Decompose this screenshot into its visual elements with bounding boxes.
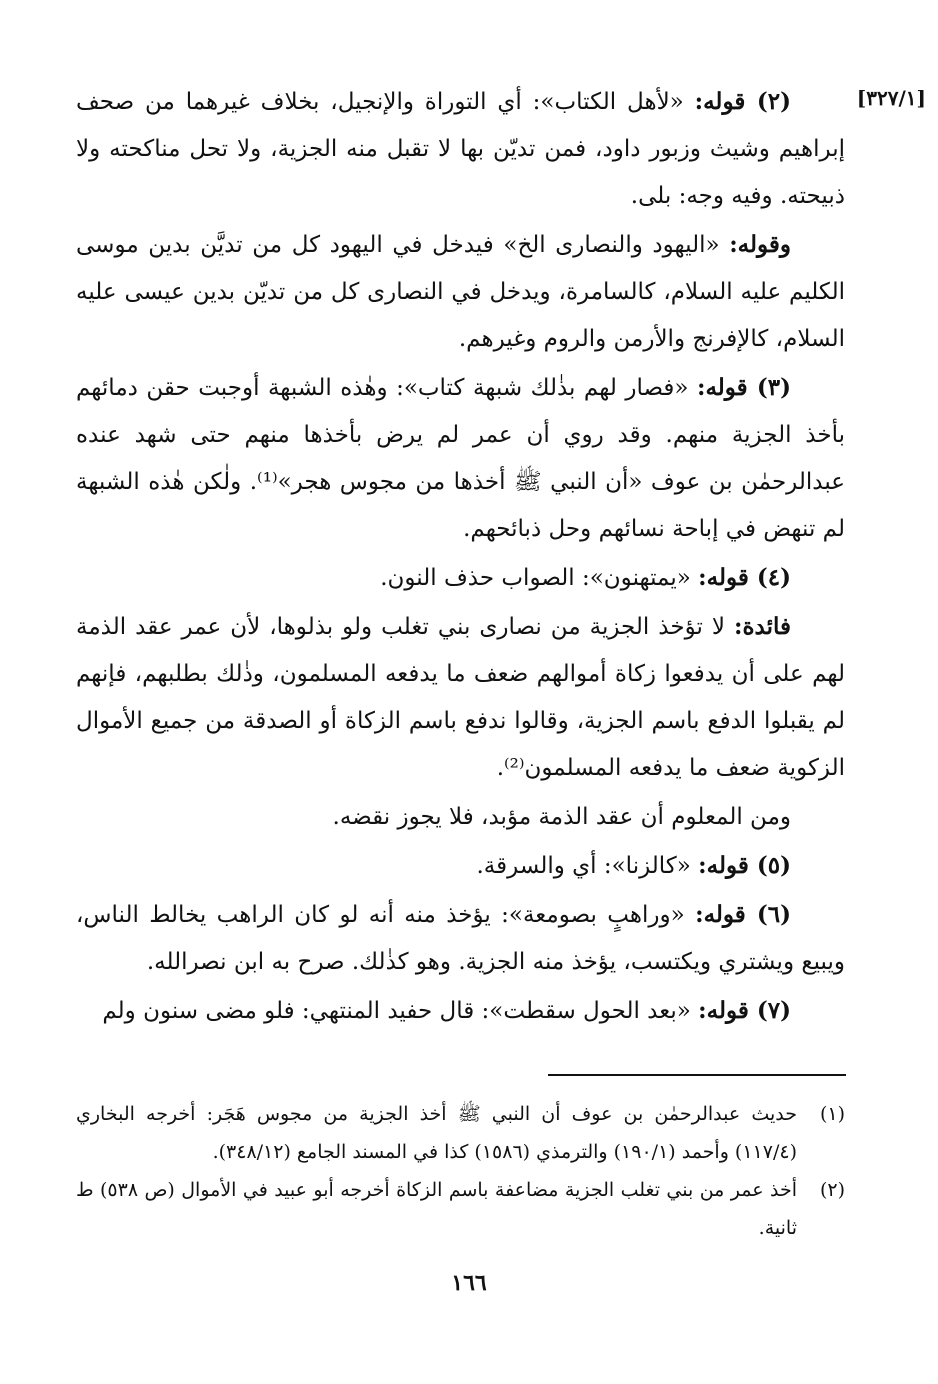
paragraph-text: «يمتهنون»: الصواب حذف النون. bbox=[380, 565, 699, 591]
footnote-text: حديث عبدالرحمٰن بن عوف أن النبي ﷺ أخذ الجزية من مجوس هَجَر: أخرجه البخاري (١١٧/٤) وأحمد (١٩٠/١) والترمذي (١٥٨٦) كذا في المسند الجامع (٣٤٨/١٢). bbox=[76, 1103, 797, 1163]
paragraph-lead: (٦) قوله: bbox=[695, 901, 791, 928]
paragraph-lead: (٢) قوله: bbox=[694, 88, 791, 115]
paragraph-text: لا تؤخذ الجزية من نصارى بني تغلب ولو بذلوها، لأن عمر عقد الذمة لهم على أن يدفعوا زكاة أموالهم ضعف ما يدفعه المسلمون، وذٰلك بطلبهم، فإنهم لم يقبلوا الدفع باسم الجزية، وقالوا ندفع باسم الزكاة أو الصدقة من جميع الأموال الزكوية ضعف ما يدفعه المسلمون⁽²⁾. bbox=[76, 614, 845, 781]
footnote-number: (١) bbox=[819, 1103, 845, 1125]
paragraph-text: ومن المعلوم أن عقد الذمة مؤبد، فلا يجوز نقضه. bbox=[332, 804, 791, 830]
paragraph-note-6 bbox=[76, 891, 845, 986]
paragraph-text: «لأهل الكتاب»: أي التوراة والإنجيل، بخلاف غيرهما من صحف إبراهيم وشيث وزبور داود، فمن تديّن بها لا تقبل منه الجزية، ولا تحل مناكحته ولا ذبيحته. وفيه وجه: بلى. bbox=[76, 89, 845, 209]
paragraph-lead: (٤) قوله: bbox=[698, 564, 791, 591]
paragraph-lead: (٥) قوله: bbox=[698, 852, 791, 879]
footnotes bbox=[76, 1095, 845, 1247]
paragraph-jews-christians bbox=[76, 221, 845, 363]
paragraph-lead: فائدة: bbox=[733, 613, 791, 640]
paragraph-text: «فصار لهم بذٰلك شبهة كتاب»: وهٰذه الشبهة أوجبت حقن دمائهم بأخذ الجزية منهم. وقد روي أن عمر لم يرض بأخذها منهم حتى شهد عنده عبدالرحمٰن بن عوف «أن النبي ﷺ أخذها من مجوس هجر»⁽¹⁾. ولٰكن هٰذه الشبهة لم تنهض في إباحة نسائهم وحل ذبائحهم. bbox=[76, 375, 845, 542]
volume-page-reference: [٣٢٧/١] bbox=[856, 86, 926, 110]
paragraph-benefit bbox=[76, 603, 845, 792]
paragraph-text: «اليهود والنصارى الخ» فيدخل في اليهود كل من تديَّن بدين موسى الكليم عليه السلام، كالسامرة، ويدخل في النصارى كل من تديّن بدين عيسى عليه السلام، كالإفرنج والأرمن والروم وغيرهم. bbox=[76, 232, 845, 352]
footnote-number: (٢) bbox=[819, 1179, 845, 1201]
paragraph-lead: (٧) قوله: bbox=[698, 997, 791, 1024]
paragraph-text: «كالزنا»: أي والسرقة. bbox=[476, 853, 699, 879]
paragraph-note-2 bbox=[76, 78, 845, 220]
paragraph-note-4 bbox=[76, 554, 845, 602]
footnote-1 bbox=[76, 1095, 845, 1171]
paragraph-note-5 bbox=[76, 842, 845, 890]
paragraph-dhimma bbox=[76, 793, 845, 841]
paragraph-note-3 bbox=[76, 364, 845, 553]
paragraph-lead: (٣) قوله: bbox=[696, 374, 791, 401]
footnote-separator bbox=[548, 1074, 846, 1076]
footnote-2 bbox=[76, 1171, 845, 1247]
footnote-text: أخذ عمر من بني تغلب الجزية مضاعفة باسم الزكاة أخرجه أبو عبيد في الأموال (ص ٥٣٨) ط ثانية. bbox=[76, 1179, 797, 1239]
main-text bbox=[76, 78, 845, 1036]
paragraph-text: «بعد الحول سقطت»: قال حفيد المنتهي: فلو مضى سنون ولم bbox=[102, 998, 699, 1024]
paragraph-note-7 bbox=[76, 987, 845, 1035]
paragraph-text: «وراهبٍ بصومعة»: يؤخذ منه أنه لو كان الراهب يخالط الناس، ويبيع ويشتري ويكتسب، يؤخذ منه الجزية. وهو كذٰلك. صرح به ابن نصرالله. bbox=[76, 902, 845, 975]
page-number: ١٦٦ bbox=[451, 1270, 487, 1296]
paragraph-lead: وقوله: bbox=[729, 231, 791, 258]
